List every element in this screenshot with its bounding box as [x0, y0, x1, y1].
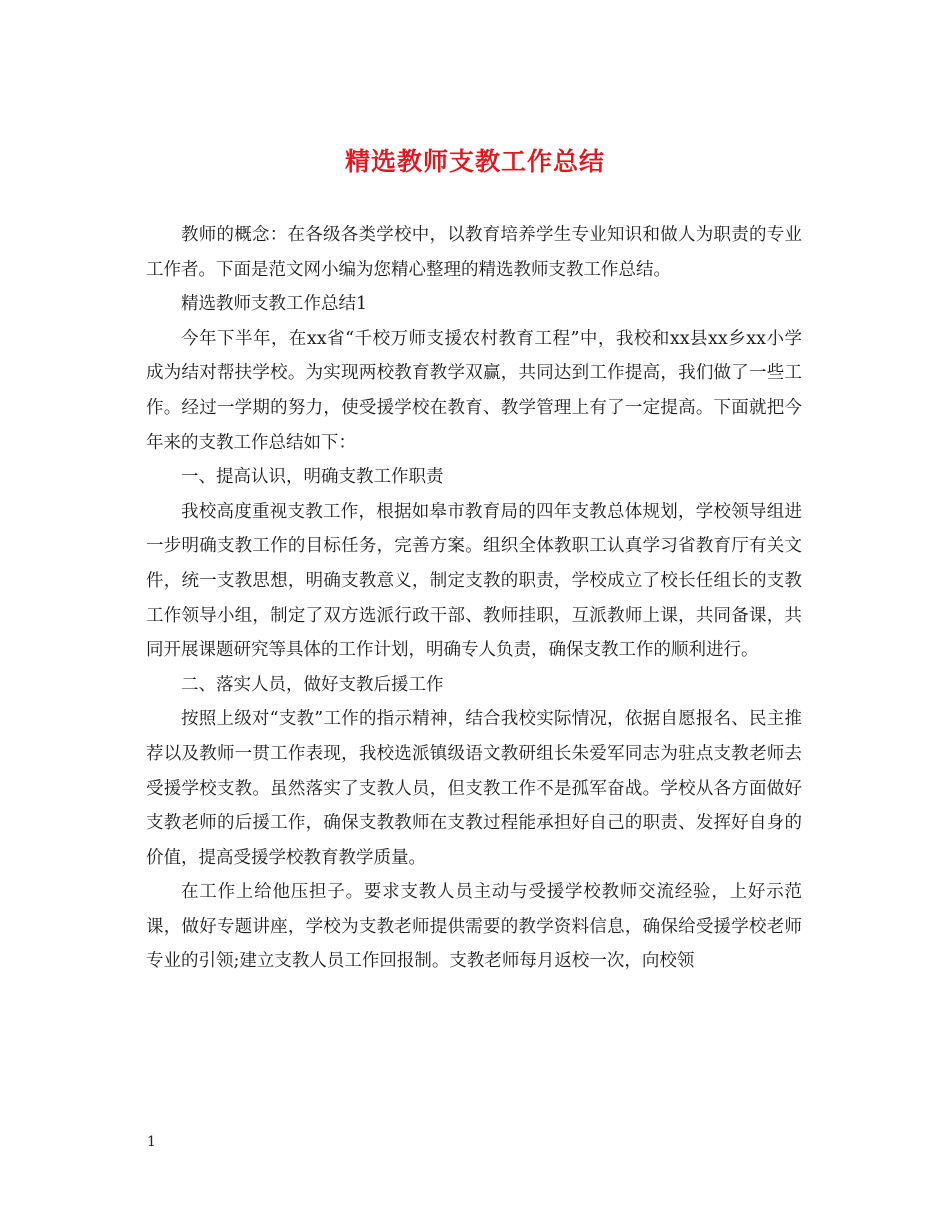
- paragraph-section-2: 按照上级对“支教”工作的指示精神，结合我校实际情况，依据自愿报名、民主推荐以及教师一贯工作表现，我校选派镇级语文教研组长朱爱军同志为驻点支教老师去受援学校支教。虽然落实了支教人员，但支教工作不是孤军奋战。学校从各方面做好支教老师的后援工作，确保支教教师在支教过程能承担好自己的职责、发挥好自身的价值，提高受援学校教育教学质量。: [146, 709, 802, 868]
- paragraph-subtitle: 精选教师支教工作总结1: [181, 294, 368, 315]
- paragraph-overview: 今年下半年，在xx省“千校万师支援农村教育工程”中，我校和xx县xx乡xx小学成为结对帮扶学校。为实现两校教育教学双赢，共同达到工作提高，我们做了一些工作。经过一学期的努力，使受援学校在教育、教学管理上有了一定提高。下面就把今年来的支教工作总结如下：: [146, 328, 802, 453]
- paragraph-section-2-continued: 在工作上给他压担子。要求支教人员主动与受援学校教师交流经验，上好示范课，做好专题讲座，学校为支教老师提供需要的教学资料信息，确保给受援学校老师专业的引领;建立支教人员工作回报制。支教老师每月返校一次，向校领: [146, 882, 802, 972]
- section-heading-1: 一、提高认识，明确支教工作职责: [181, 467, 444, 488]
- paragraph-section-1: 我校高度重视支教工作，根据如皋市教育局的四年支教总体规划，学校领导组进一步明确支教工作的目标任务，完善方案。组织全体教职工认真学习省教育厅有关文件，统一支教思想，明确支教意义，制定支教的职责，学校成立了校长任组长的支教工作领导小组，制定了双方选派行政干部、教师挂职，互派教师上课，共同备课，共同开展课题研究等具体的工作计划，明确专人负责，确保支教工作的顺利进行。: [146, 501, 802, 661]
- document-title: 精选教师支教工作总结: [344, 147, 605, 176]
- section-heading-2: 二、落实人员，做好支教后援工作: [181, 674, 444, 695]
- document-body: [146, 218, 802, 979]
- paragraph-intro: 教师的概念：在各级各类学校中，以教育培养学生专业知识和做人为职责的专业工作者。下面是范文网小编为您精心整理的精选教师支教工作总结。: [146, 225, 802, 280]
- page-number: 1: [147, 1134, 156, 1150]
